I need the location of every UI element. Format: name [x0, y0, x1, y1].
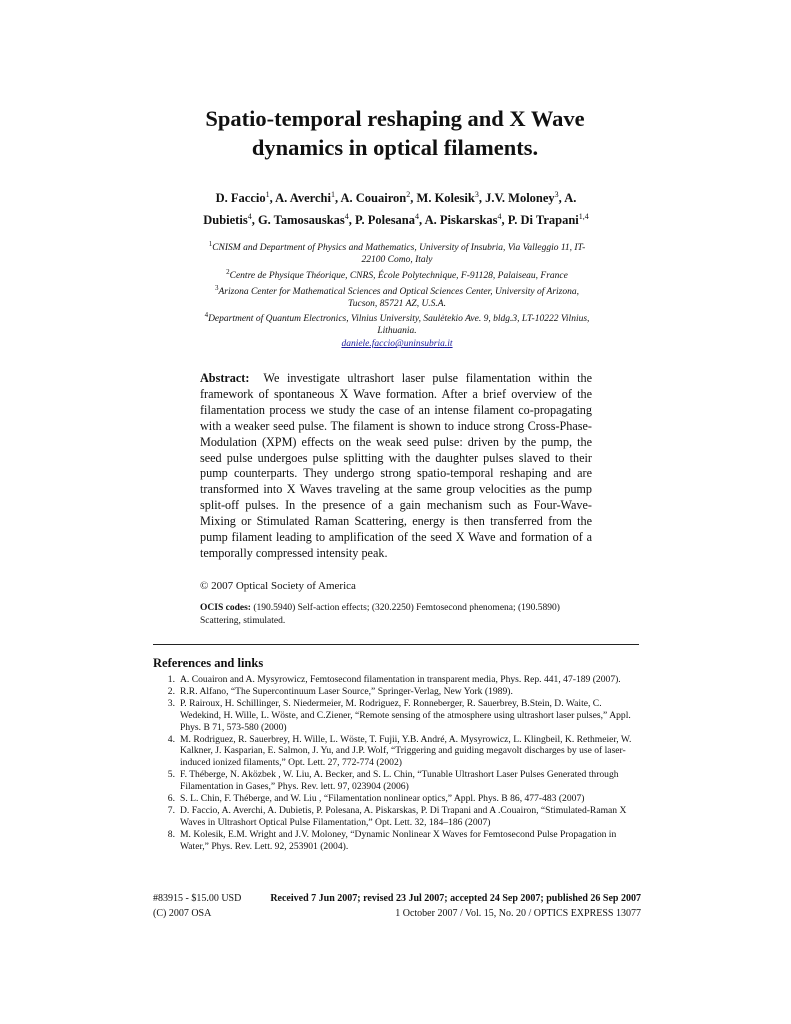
author-separator: , [501, 212, 508, 227]
author-separator: , [334, 191, 341, 206]
references-heading: References and links [153, 656, 264, 670]
affiliation-marker: 1 [208, 240, 213, 248]
author-name: A. Couairon [340, 191, 407, 206]
footer-issue-info: 1 October 2007 / Vol. 15, No. 20 / OPTICS EXPRESS 13077 [395, 908, 641, 919]
reference-text: S. L. Chin, F. Théberge, and W. Liu , “Filamentation nonlinear optics,” Appl. Phys. B 86, 477-483 (2007) [180, 793, 585, 805]
author-name: M. Kolesik [416, 191, 475, 206]
affiliation-marker: 3 [215, 283, 219, 292]
abstract-text: We investigate ultrashort laser pulse filamentation within the framework of spontaneous X Wave formation. After a brief overview of the filamentation process we study the case of an intense filament co-propagating with a weaker seed pulse. The filament is shown to induce strong Cross-Phase-Modulation (XPM) effects on the weak seed pulse: driven by the pump, the seed pulse undergoes pulse splitting with the daughter pulses slaved to their pump counterparts. They undergo strong spatio-temporal reshaping and are transformed into X Waves traveling at the same group velocities as the pump split-off pulses. In the presence of a gain mechanism such as Four-Wave-Mixing or Stimulated Raman Scattering, energy is then transferred from the pump filament leading to amplification of the seed X Wave and formation of a temporally compressed intensity peak. [200, 371, 592, 560]
author-separator: , [348, 212, 356, 227]
reference-number: 1. [167, 674, 175, 685]
affiliation-text: Arizona Center for Mathematical Sciences and Optical Sciences Center, University of Arizona, Tucson, 85721 AZ, U.S.A. [218, 286, 579, 309]
author-name: A. Piskarskas [424, 212, 498, 227]
reference-item [153, 769, 641, 793]
copyright-notice: © 2007 Optical Society of America [200, 580, 356, 592]
author-name: G. Tamosauskas [257, 212, 345, 227]
reference-text: P. Rairoux, H. Schillinger, S. Niedermeier, M. Rodriguez, F. Ronneberger, R. Sauerbrey, B.Stein, D. Waite, C. Wedekind, H. Wille, L. Wöste, and C.Ziener, “Remote sensing of the atmosphere using ultrashort laser pulses,” Appl. Phys. B 71, 573-580 (2000) [180, 697, 631, 733]
author-affiliation-marker: 1,4 [578, 211, 589, 221]
footer-received-dates: Received 7 Jun 2007; revised 23 Jul 2007; accepted 24 Sep 2007; published 26 Sep 2007 [270, 893, 641, 904]
affiliation-marker: 2 [226, 267, 230, 276]
title-line-1: Spatio-temporal reshaping and X Wave [205, 106, 585, 131]
affiliation-marker: 4 [204, 311, 209, 320]
author-name: A. Dubietis [203, 191, 577, 227]
author-affiliation-marker: 2 [406, 190, 411, 199]
reference-number: 6. [167, 793, 175, 805]
reference-number: 8. [167, 828, 175, 840]
reference-item [153, 674, 641, 686]
abstract-label: Abstract: [200, 371, 250, 385]
author-separator: , [478, 191, 486, 206]
references-list [153, 674, 641, 853]
affiliation-text: Centre de Physique Théorique, CNRS, École Polytechnique, F-91128, Palaiseau, France [229, 270, 568, 281]
reference-text: M. Kolesik, E.M. Wright and J.V. Moloney, “Dynamic Nonlinear X Waves for Femtosecond Pulse Propagation in Water,” Phys. Rev. Lett. 92, 253901 (2004). [180, 828, 617, 852]
author-affiliation-marker: 4 [247, 211, 252, 221]
contact-email-link[interactable]: daniele.faccio@uninsubria.it [341, 339, 453, 350]
footer-osa-copyright: (C) 2007 OSA [153, 908, 212, 919]
author-affiliation-marker: 1 [330, 190, 335, 199]
author-affiliation-marker: 4 [415, 211, 420, 221]
reference-number: 2. [167, 685, 175, 697]
reference-text: M. Rodriguez, R. Sauerbrey, H. Wille, L. Wöste, T. Fujii, Y.B. André, A. Mysyrowicz, L. Klingbeil, K. Rethmeier, W. Kalkner, J. Kasparian, E. Salmon, J. Yu, and J.P. Wolf, “Triggering and guiding megavolt discharges by use of laser-induced ionized filaments,” Opt. Lett. 27, 772-774 (2002) [180, 733, 632, 769]
affiliation [200, 310, 594, 338]
author-separator: , [558, 191, 565, 206]
author-affiliation-marker: 4 [497, 211, 502, 221]
reference-item [153, 734, 641, 770]
affiliation-text: CNISM and Department of Physics and Mathematics, University of Insubria, Via Valleggio 11, IT-22100 Como, Italy [212, 243, 586, 265]
author-affiliation-marker: 4 [344, 211, 349, 221]
reference-text: R.R. Alfano, “The Supercontinuum Laser Source,” Springer-Verlag, New York (1989). [180, 685, 513, 697]
affiliation-list [200, 239, 594, 351]
reference-number: 4. [167, 733, 175, 745]
reference-item [153, 686, 641, 698]
author-name: P. Di Trapani [507, 212, 579, 227]
paper-title [150, 104, 640, 162]
author-name: A. Averchi [275, 191, 331, 206]
author-name: D. Faccio [215, 191, 266, 206]
abstract [200, 371, 592, 562]
title-line-2: dynamics in optical filaments. [251, 135, 539, 160]
author-affiliation-marker: 1 [265, 190, 270, 199]
reference-item [153, 698, 641, 734]
affiliation [200, 283, 594, 311]
section-divider [153, 644, 639, 645]
affiliation-text: Department of Quantum Electronics, Vilnius University, Saulėtekio Ave. 9, bldg.3, LT-10222 Vilnius, Lithuania. [208, 314, 590, 337]
affiliation [200, 239, 594, 267]
author-affiliation-marker: 3 [554, 190, 559, 199]
reference-number: 7. [167, 804, 175, 816]
reference-item [153, 829, 641, 853]
reference-number: 3. [167, 697, 175, 709]
ocis-codes [200, 602, 592, 628]
author-affiliation-marker: 3 [474, 190, 479, 199]
author-list [200, 186, 592, 229]
reference-item [153, 793, 641, 805]
author-separator: , [269, 191, 276, 206]
author-name: J.V. Moloney [485, 191, 555, 206]
author-separator: , [419, 212, 425, 227]
author-separator: , [410, 191, 417, 206]
ocis-text: (190.5940) Self-action effects; (320.2250) Femtosecond phenomena; (190.5890) Scattering, stimulated. [200, 603, 560, 626]
author-name: P. Polesana [355, 212, 416, 227]
affiliation [200, 267, 594, 283]
footer-id-price: #83915 - $15.00 USD [153, 893, 242, 904]
reference-text: D. Faccio, A. Averchi, A. Dubietis, P. Polesana, A. Piskarskas, P. Di Trapani and A .Couairon, “Stimulated-Raman X Waves in Ultrashort Optical Pulse Filamentation,” Opt. Lett. 32, 184–186 (2007) [180, 804, 627, 828]
reference-item [153, 805, 641, 829]
reference-text: F. Théberge, N. Aközbek , W. Liu, A. Becker, and S. L. Chin, “Tunable Ultrashort Laser Pulses Generated through Filamentation in Gases,” Phys. Rev. lett. 97, 023904 (2006) [180, 769, 619, 793]
ocis-label: OCIS codes: [200, 603, 251, 613]
author-separator: , [251, 212, 258, 227]
reference-number: 5. [167, 769, 175, 781]
reference-text: A. Couairon and A. Mysyrowicz, Femtosecond filamentation in transparent media, Phys. Rep. 441, 47-189 (2007). [180, 674, 621, 685]
